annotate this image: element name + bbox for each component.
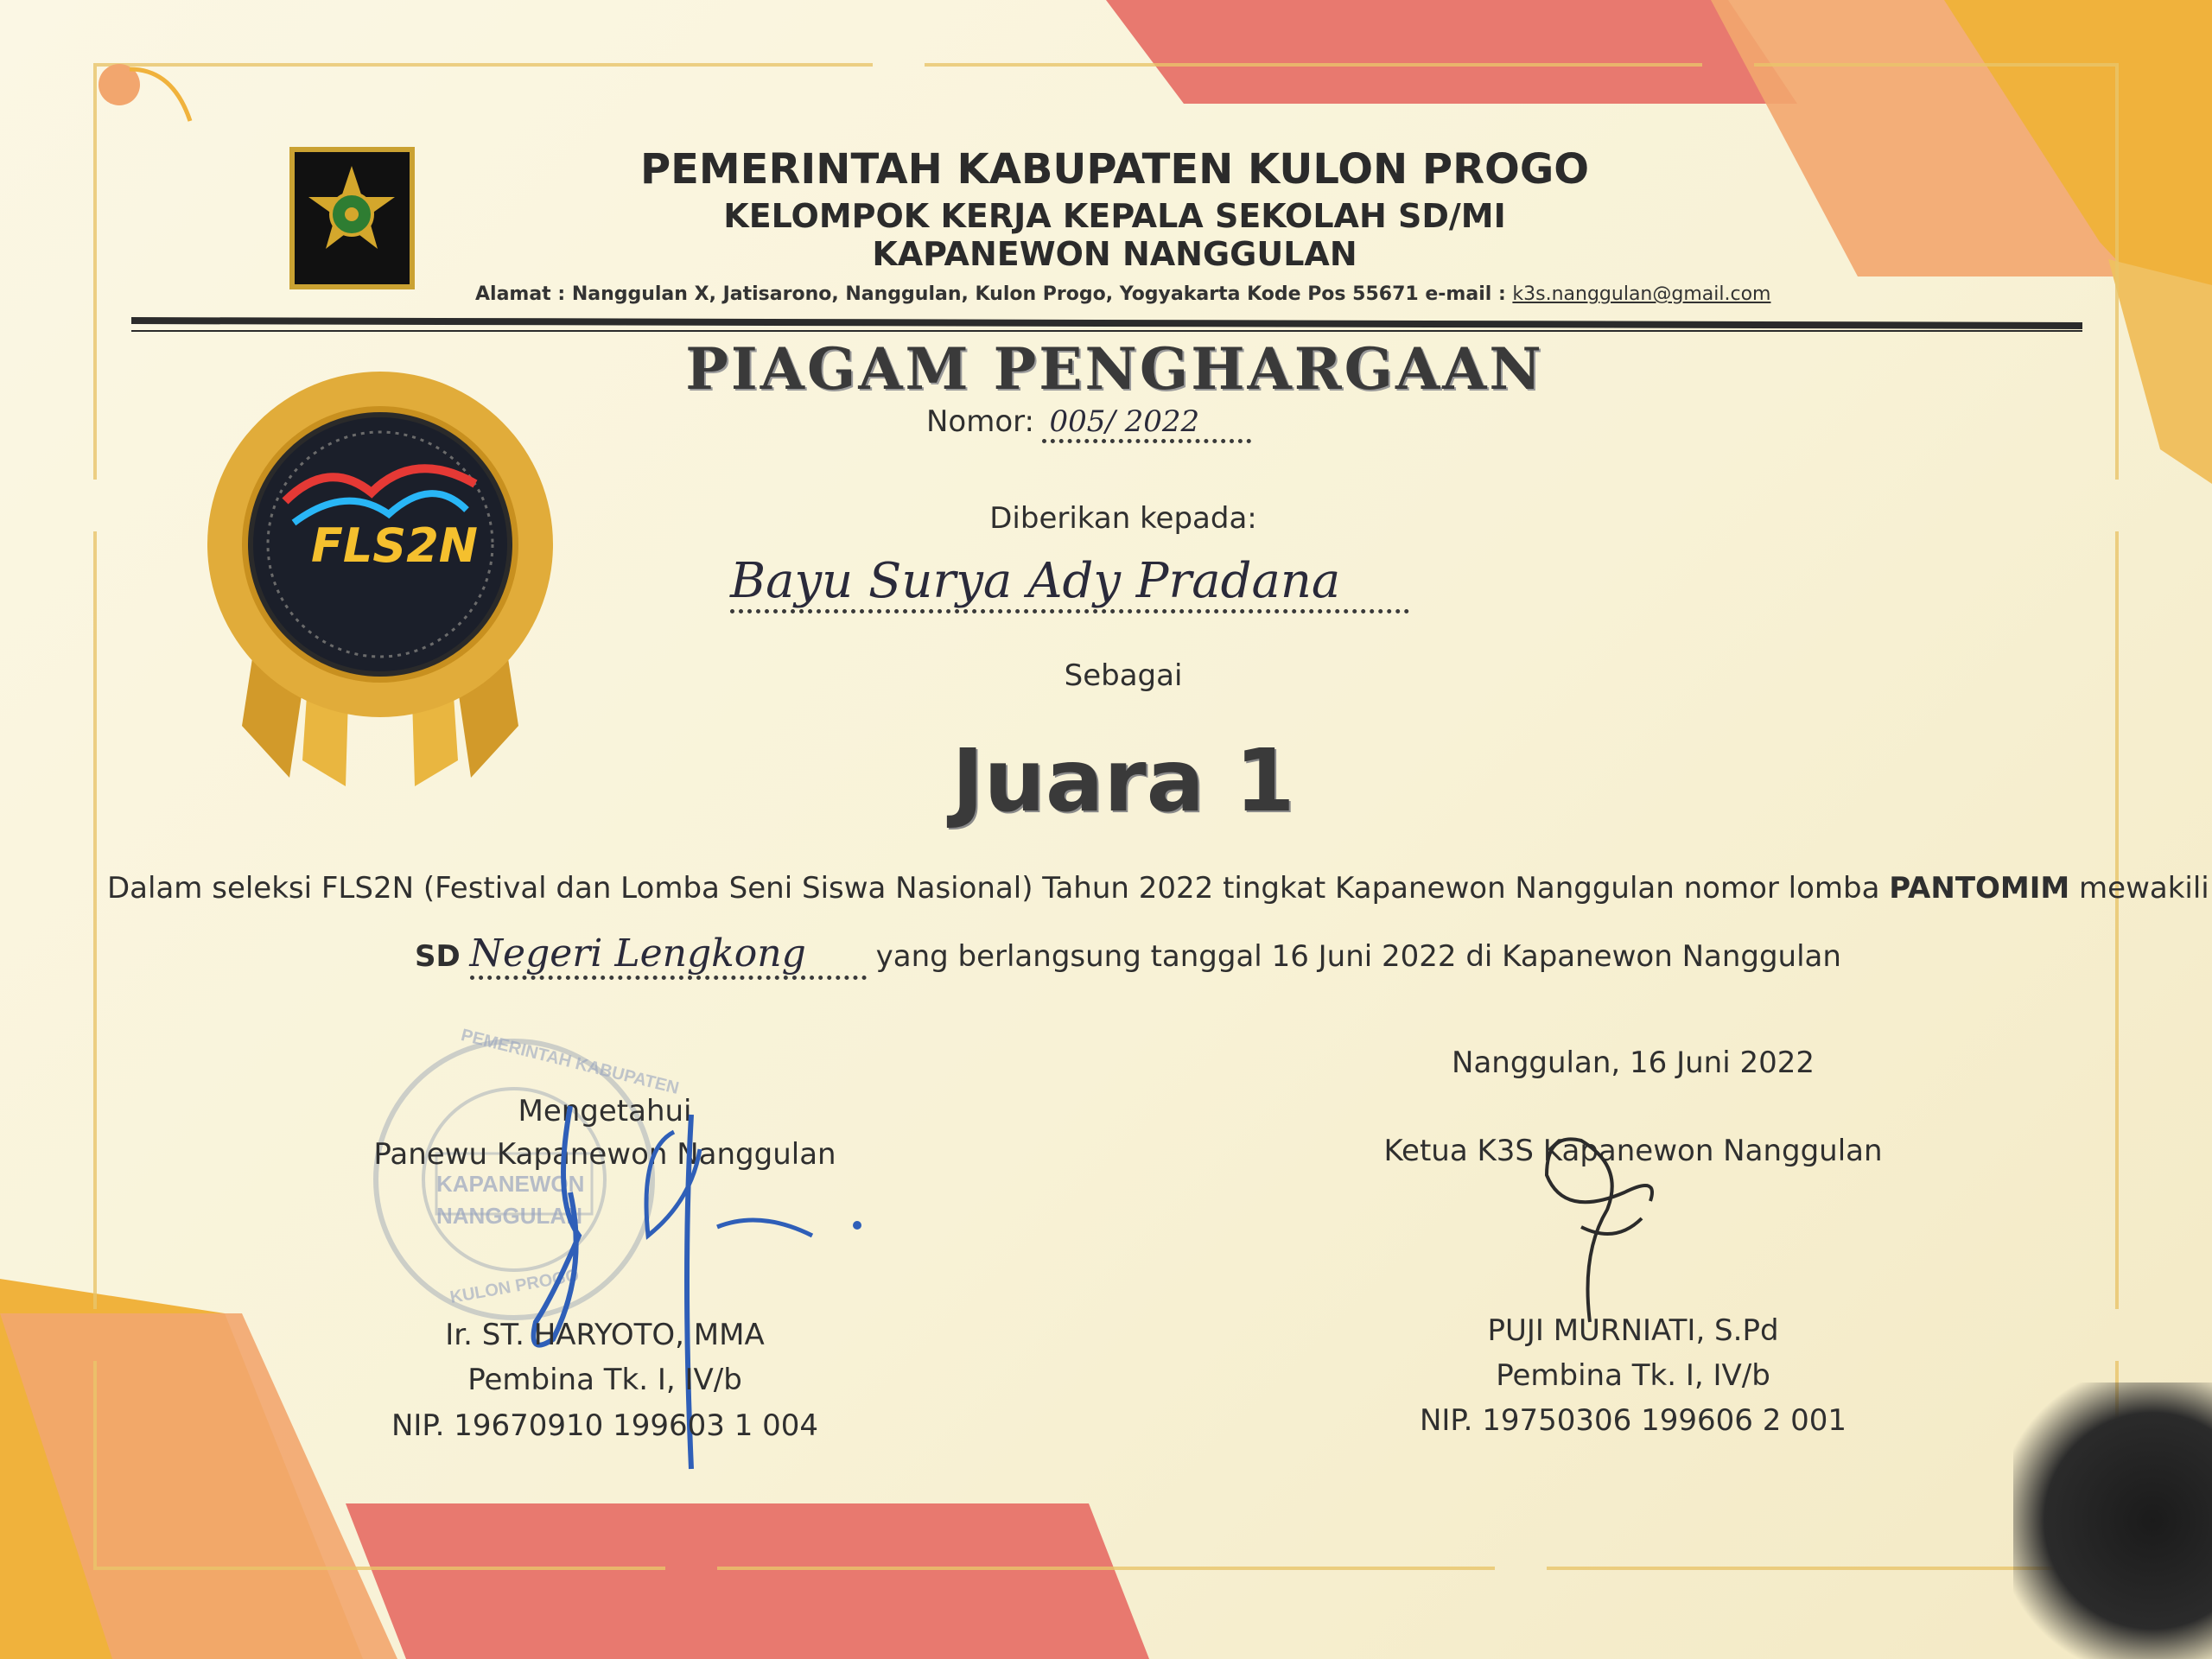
right-signer-nip: NIP. 19750306 199606 2 001 (1419, 1403, 1847, 1438)
address-text: Alamat : Nanggulan X, Jatisarono, Nanggulan, Kulon Progo, Yogyakarta Kode Pos 55671 e-mail : (475, 283, 1513, 305)
header-line-1: PEMERINTAH KABUPATEN KULON PROGO (639, 145, 1590, 194)
as-label: Sebagai (1064, 658, 1183, 693)
stamp-bottom-text: KULON PROGO (448, 1266, 581, 1307)
header-address (475, 283, 1771, 305)
school-prefix: SD (415, 939, 461, 974)
description-line-2 (415, 931, 1841, 980)
description-part-3: yang berlangsung tanggal 16 Juni 2022 di Kapanewon Nanggulan (875, 939, 1841, 974)
stamp-top-text: PEMERINTAH KABUPATEN (459, 1026, 681, 1099)
kulon-progo-crest-logo (289, 147, 415, 289)
stamp-center-text-2: NANGGULAN (436, 1203, 582, 1229)
description-part-2: mewakili (2069, 871, 2209, 906)
right-signature (1529, 1123, 1676, 1331)
stamp-center-text-1: KAPANEWON (436, 1171, 585, 1197)
description-part-1: Dalam seleksi FLS2N (Festival dan Lomba Seni Siswa Nasional) Tahun 2022 tingkat Kapanewon Nanggulan nomor lomba (107, 871, 1890, 906)
right-signer-name: PUJI MURNIATI, S.Pd (1487, 1313, 1779, 1348)
fls2n-logo-text: FLS2N (311, 518, 478, 573)
left-signer-rank: Pembina Tk. I, IV/b (467, 1363, 742, 1397)
right-signer-rank: Pembina Tk. I, IV/b (1496, 1358, 1770, 1393)
header-divider-thin (131, 330, 2082, 332)
school-name: Negeri Lengkong (470, 931, 867, 980)
right-sign-title: Ketua K3S Kapanewon Nanggulan (1383, 1134, 1883, 1168)
description-line-1 (107, 871, 2209, 906)
number-label: Nomor: (926, 404, 1034, 439)
left-signer-nip: NIP. 19670910 199603 1 004 (391, 1408, 819, 1443)
right-sign-place-date: Nanggulan, 16 Juni 2022 (1452, 1046, 1815, 1080)
left-sign-line-1: Mengetahui (518, 1094, 692, 1128)
given-to-label: Diberikan kepada: (989, 501, 1257, 536)
certificate-title: PIAGAM PENGHARGAAN (685, 335, 1544, 403)
award-title: Juara 1 (951, 730, 1295, 831)
email-link[interactable]: k3s.nanggulan@gmail.com (1512, 283, 1771, 305)
recipient-name: Bayu Surya Ady Pradana (730, 553, 1409, 613)
competition-name: PANTOMIM (1889, 871, 2070, 906)
certificate-number (926, 404, 1251, 443)
left-sign-line-2: Panewu Kapanewon Nanggulan (373, 1137, 836, 1172)
header-line-2: KELOMPOK KERJA KEPALA SEKOLAH SD/MI (723, 197, 1506, 235)
recipient-name-line (730, 553, 1409, 613)
foreground-object-shadow (2013, 1382, 2212, 1659)
header-line-3: KAPANEWON NANGGULAN (872, 235, 1357, 273)
left-signer-name: Ir. ST. HARYOTO, MMA (445, 1318, 765, 1352)
number-value: 005/ 2022 (1042, 404, 1251, 443)
